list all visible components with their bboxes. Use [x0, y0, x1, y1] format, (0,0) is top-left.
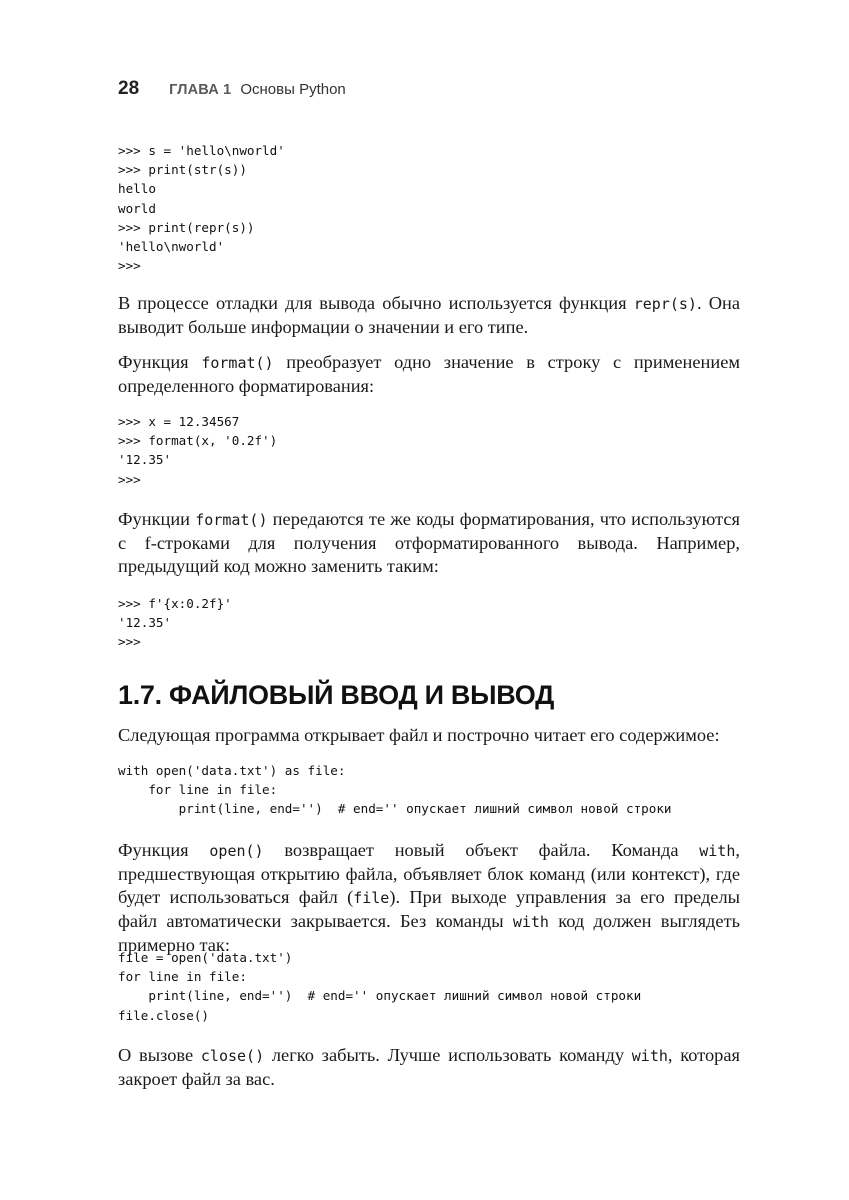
paragraph-format-codes: Функции format() передаются те же коды форматирования, что используются с f-строками для получения отформатированного вывода. Например, предыдущий код можно заменить таким: [118, 509, 740, 576]
code-block-fstring-example: >>> f'{x:0.2f}' '12.35' >>> [118, 596, 232, 650]
paragraph-close-reminder: О вызове close() легко забыть. Лучше использовать команду with, которая закроет файл за вас. [118, 1045, 741, 1089]
chapter-title: Основы Python [240, 81, 346, 98]
chapter-label: ГЛАВА 1 [169, 82, 232, 98]
paragraph-repr-debug: В процессе отладки для вывода обычно используется функция repr(s). Она выводит больше информации о значении и его типе. [118, 293, 740, 337]
code-block-manual-close: file = open('data.txt') for line in file: print(line, end='') # end='' опускает лишний символ новой строки file.close() [118, 950, 642, 1023]
running-header [118, 78, 346, 102]
code-block-format-example: >>> x = 12.34567 >>> format(x, '0.2f') '12.35' >>> [118, 414, 278, 487]
section-heading: 1.7. ФАЙЛОВЫЙ ВВОД И ВЫВОД [118, 680, 555, 710]
code-block-with-open: with open('data.txt') as file: for line in file: print(line, end='') # end='' опускает лишний символ новой строки [118, 763, 672, 817]
page-number: 28 [118, 78, 140, 99]
paragraph-file-program: Следующая программа открывает файл и построчно читает его содержимое: [118, 725, 720, 745]
code-block-repr-example: >>> s = 'hello\nworld' >>> print(str(s)) hello world >>> print(repr(s)) 'hello\nworld' >>> [118, 143, 285, 274]
paragraph-format-intro: Функция format() преобразует одно значение в строку с применением определенного форматирования: [118, 352, 740, 396]
paragraph-open-explanation: Функция open() возвращает новый объект файла. Команда with, предшествующая открытию файла, объявляет блок команд (или контекст), где будет использоваться файл (file). При выходе управления за его пределы файл автоматически закрывается. Без команды with код должен выглядеть примерно так: [118, 840, 741, 955]
